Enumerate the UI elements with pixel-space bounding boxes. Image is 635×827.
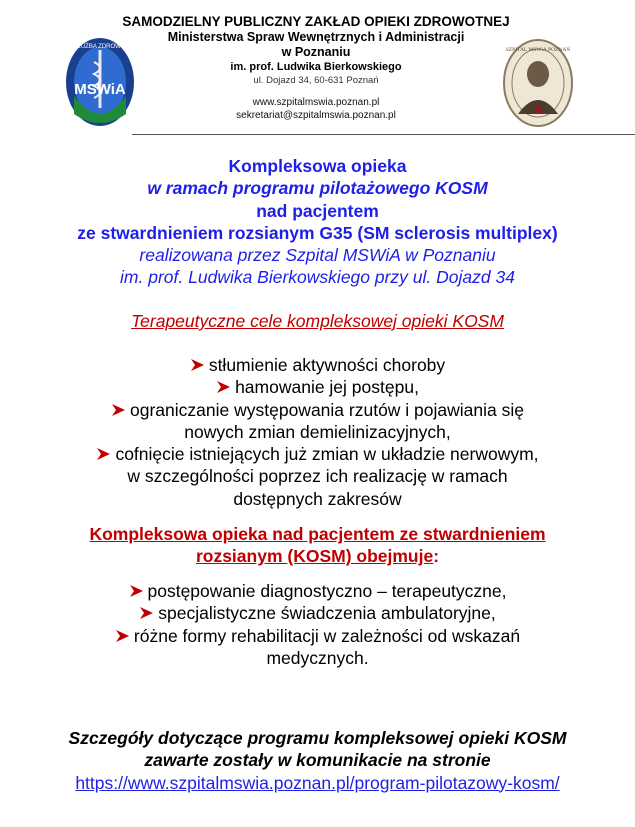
arrow-bullet-icon — [96, 447, 111, 461]
arrow-bullet-icon — [129, 584, 144, 598]
program-link[interactable]: https://www.szpitalmswia.poznan.pl/program-pilotazowy-kosm/ — [75, 772, 560, 793]
footer-line-2: zawarte zostały w komunikacie na stronie — [144, 750, 491, 771]
institution-website[interactable]: www.szpitalmswia.poznan.pl — [252, 97, 380, 108]
footer-line-1: Szczegóły dotyczące programu kompleksowej opieki KOSM — [68, 728, 567, 748]
scope-list — [0, 580, 635, 669]
list-item: hamowanie jej postępu, — [0, 376, 635, 398]
patron-medallion — [502, 38, 574, 128]
title-line-2: w ramach programu pilotażowego KOSM — [147, 178, 488, 199]
goals-heading: Terapeutyczne cele kompleksowej opieki KOSM — [131, 311, 504, 331]
title-line-1: Kompleksowa opieka — [228, 156, 407, 176]
arrow-bullet-icon — [115, 629, 130, 643]
scope-heading-colon: : — [433, 546, 440, 566]
list-item: specjalistyczne świadczenia ambulatoryjne, — [0, 602, 635, 624]
institution-line-city: w Poznaniu — [281, 45, 351, 59]
goals-list — [0, 354, 635, 510]
list-item: ograniczanie występowania rzutów i pojawiania się — [0, 399, 635, 421]
title-line-4: ze stwardnieniem rozsianym G35 (SM sclerosis multiplex) — [77, 222, 558, 243]
arrow-bullet-icon — [111, 403, 126, 417]
list-item: cofnięcie istniejących już zmian w układzie nerwowym, — [0, 443, 635, 465]
arrow-bullet-icon — [216, 380, 231, 394]
arrow-bullet-icon — [139, 606, 154, 620]
title-line-6: im. prof. Ludwika Bierkowskiego przy ul. Dojazd 34 — [120, 267, 515, 288]
title-line-5: realizowana przez Szpital MSWiA w Poznaniu — [139, 245, 496, 266]
scope-heading-line-1: Kompleksowa opieka nad pacjentem ze stwardnieniem — [89, 524, 546, 544]
list-item-continuation: medycznych. — [266, 647, 369, 668]
header-divider — [132, 134, 635, 135]
institution-line-ministry: Ministerstwa Spraw Wewnętrznych i Administracji — [167, 30, 465, 44]
arrow-bullet-icon — [190, 358, 205, 372]
logo-left-ring: SŁUŻBA ZDROWIA — [73, 44, 127, 50]
institution-block — [100, 14, 532, 122]
institution-title: SAMODZIELNY PUBLICZNY ZAKŁAD OPIEKI ZDROWOTNEJ — [122, 14, 510, 29]
list-item: różne formy rehabilitacji w zależności od wskazań — [0, 625, 635, 647]
logo-left-text: MSWiA — [74, 81, 126, 98]
institution-address: ul. Dojazd 34, 60-631 Poznań — [253, 75, 379, 86]
list-item-continuation: dostępnych zakresów — [233, 488, 402, 509]
institution-email[interactable]: sekretariat@szpitalmswia.poznan.pl — [236, 109, 396, 121]
list-item-continuation: w szczególności poprzez ich realizację w ramach — [127, 466, 508, 487]
main-title — [0, 155, 635, 289]
list-item: postępowanie diagnostyczno – terapeutyczne, — [0, 580, 635, 602]
list-item: stłumienie aktywności choroby — [0, 354, 635, 376]
footer-note — [0, 727, 635, 794]
scope-heading-line-2: rozsianym (KOSM) obejmuje — [195, 546, 434, 566]
logo-right-text: SZPITAL MSWiA POZNAŃ — [505, 47, 571, 53]
title-line-3: nad pacjentem — [256, 200, 379, 221]
letterhead — [0, 0, 635, 140]
list-item-continuation: nowych zmian demielinizacyjnych, — [184, 421, 451, 442]
scope-heading — [60, 523, 575, 567]
institution-line-patron: im. prof. Ludwika Bierkowskiego — [230, 61, 402, 73]
